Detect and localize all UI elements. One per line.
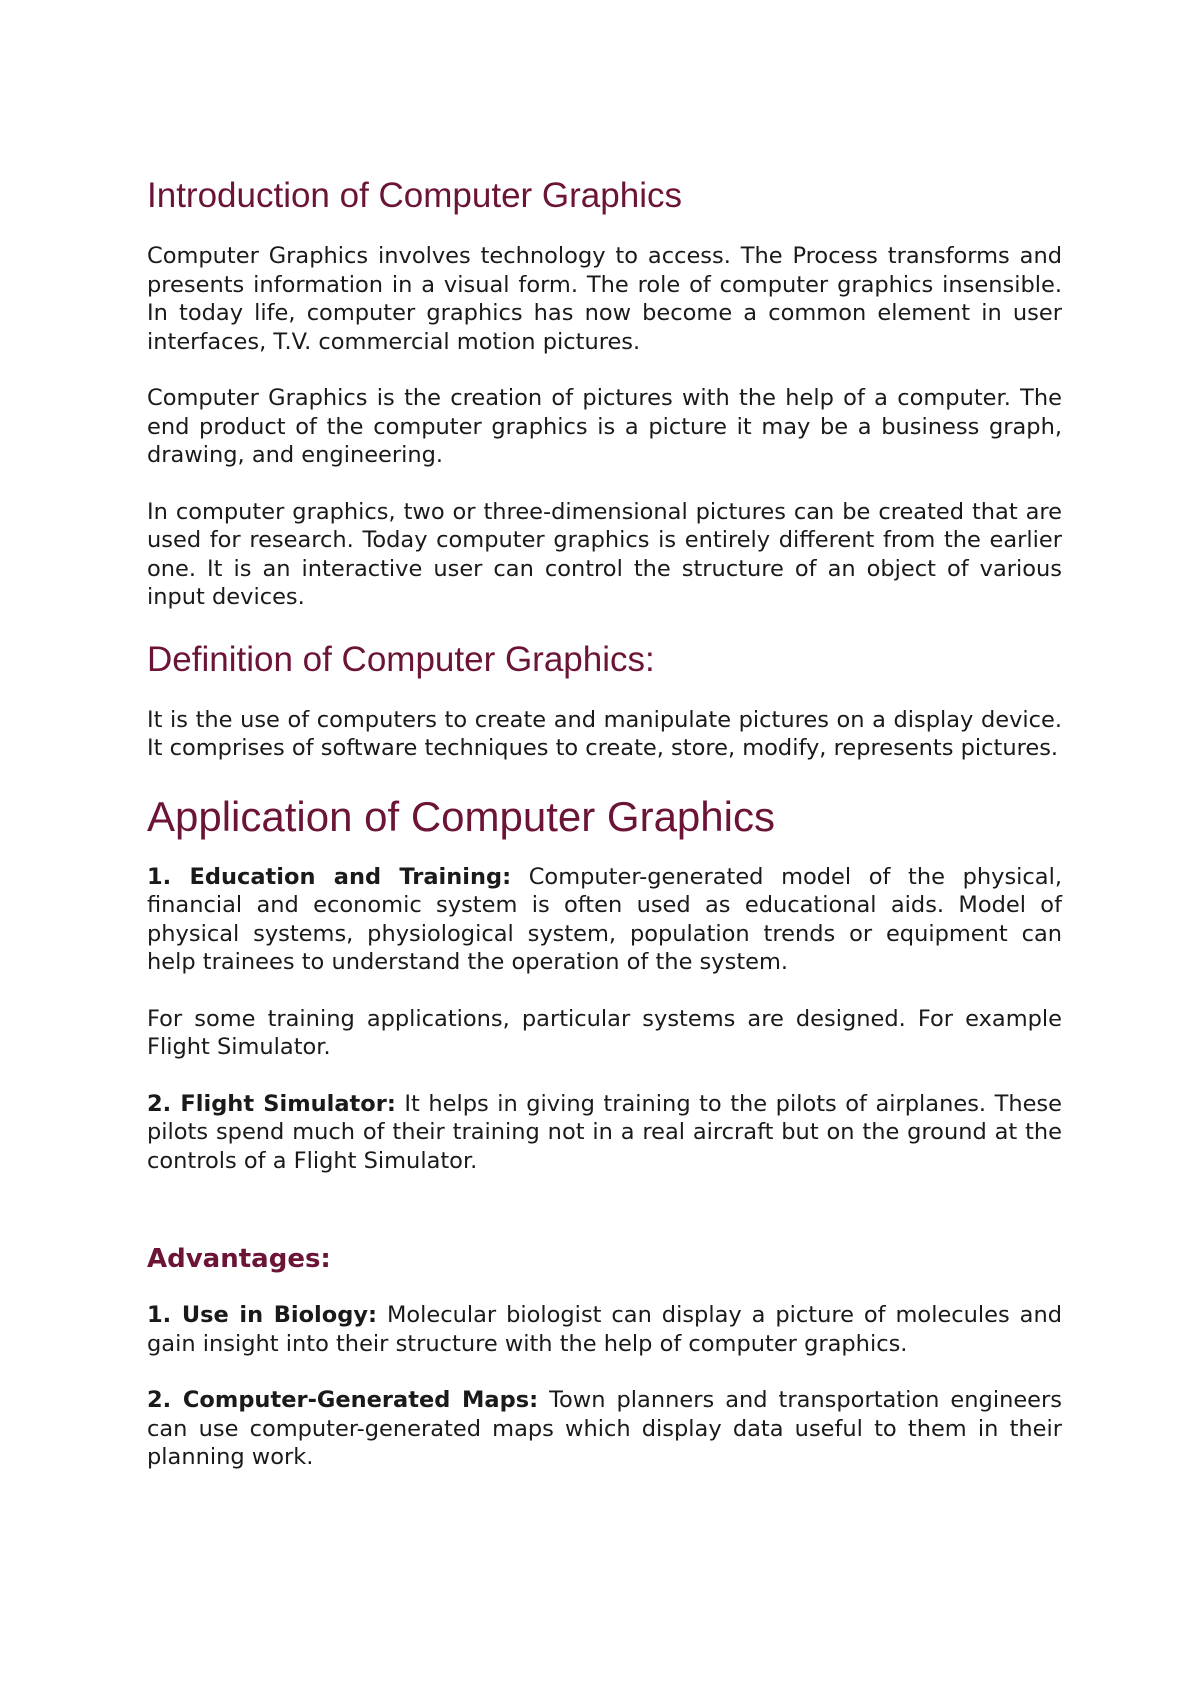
- intro-paragraph-3: In computer graphics, two or three-dimensional pictures can be created that are used for research. Today computer graphics is entirely different from the earlier one. It is an interactive user can control the structure of an object of various input devices.: [147, 498, 1062, 610]
- application-heading: Application of Computer Graphics: [147, 792, 775, 840]
- advantages-item-maps-label: 2. Computer-Generated Maps:: [147, 1387, 539, 1413]
- advantages-item-biology-text: Molecular biologist can display a picture of molecules and gain insight into their structure with the help of computer graphics.: [147, 1302, 1063, 1357]
- application-paragraph-2: For some training applications, particular systems are designed. For example Flight Simulator.: [147, 1005, 1062, 1060]
- application-item-education-text: Computer-generated model of the physical, financial and economic system is often used as educational aids. Model of physical systems, physiological system, population trends or equipment can help trainees to understand the operation of the system.: [147, 863, 1062, 975]
- intro-heading: Introduction of Computer Graphics: [147, 176, 682, 215]
- advantages-item-maps-text: Town planners and transportation engineers can use computer-generated maps which display data useful to them in their planning work.: [147, 1387, 1062, 1470]
- intro-paragraph-1: Computer Graphics involves technology to access. The Process transforms and presents information in a visual form. The role of computer graphics insensible. In today life, computer graphics has now become a common element in user interfaces, T.V. commercial motion pictures.: [147, 243, 1062, 355]
- definition-paragraph: It is the use of computers to create and manipulate pictures on a display device. It comprises of software techniques to create, store, modify, represents pictures.: [147, 706, 1062, 761]
- application-item-flight-text: It helps in giving training to the pilots of airplanes. These pilots spend much of their training not in a real aircraft but on the ground at the controls of a Flight Simulator.: [147, 1090, 1062, 1174]
- advantages-heading: Advantages:: [147, 1244, 331, 1274]
- advantages-item-biology-label: 1. Use in Biology:: [147, 1302, 377, 1328]
- application-item-education-label: 1. Education and Training:: [147, 863, 512, 890]
- advantages-item-biology: [147, 1301, 1062, 1358]
- advantages-item-maps: [147, 1386, 1062, 1472]
- application-item-education: [147, 863, 1062, 977]
- intro-paragraph-2: Computer Graphics is the creation of pictures with the help of a computer. The end product of the computer graphics is a picture it may be a business graph, drawing, and engineering.: [147, 385, 1062, 468]
- application-item-flight: [147, 1090, 1062, 1176]
- document-page: [147, 176, 1062, 1472]
- application-item-flight-label: 2. Flight Simulator:: [147, 1090, 396, 1117]
- definition-heading: Definition of Computer Graphics:: [147, 639, 655, 679]
